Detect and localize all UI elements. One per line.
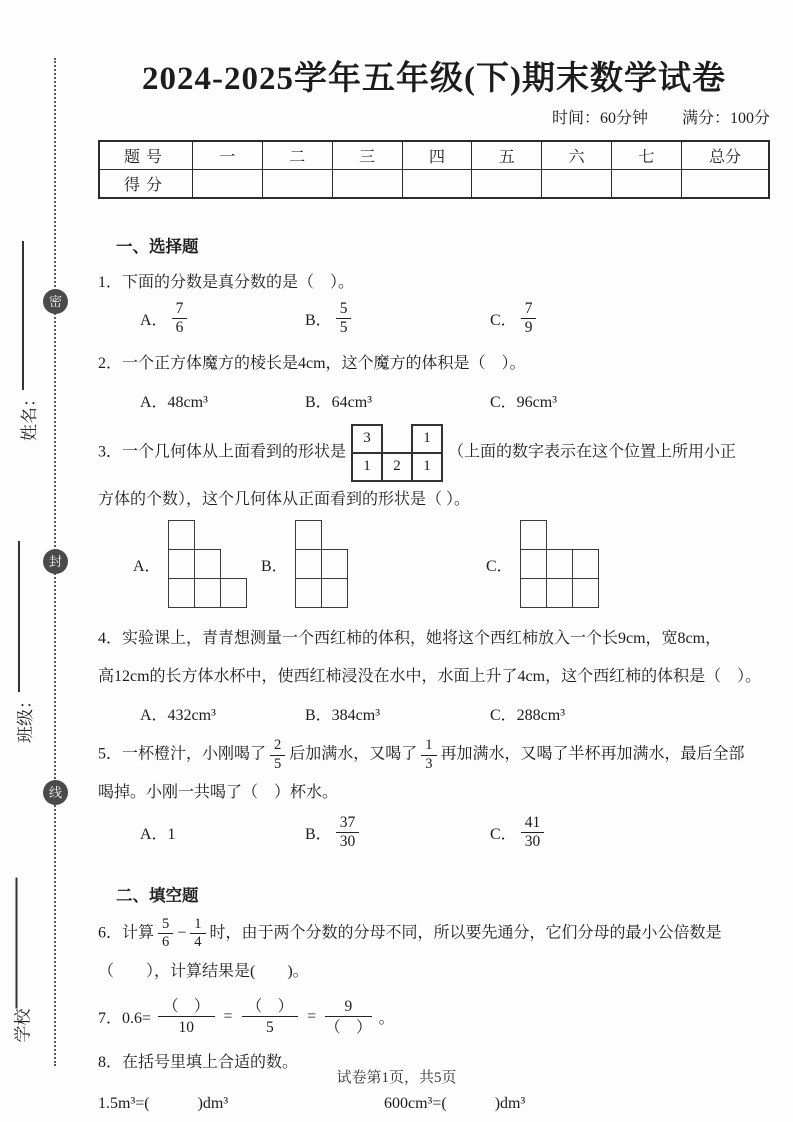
question-2-text: 2．一个正方体魔方的棱长是4cm，这个魔方的体积是（ ）。	[98, 354, 526, 372]
fraction-blank-over-10	[158, 997, 215, 1038]
question-6-seg1: 6．计算	[98, 924, 155, 942]
question-3-line1	[98, 424, 770, 482]
time-label: 时间：60分钟	[551, 110, 648, 127]
fraction-denominator: 10	[178, 1018, 195, 1036]
full-score-label: 满分：100分	[681, 110, 770, 127]
fraction-numerator: 5	[336, 300, 352, 320]
empty-score-cell	[682, 170, 770, 199]
grid-cell: 3	[352, 425, 382, 453]
fraction-denominator: （ ）	[325, 1018, 372, 1036]
score-table-score-row	[99, 170, 769, 199]
option-a: A．432cm³	[140, 707, 216, 725]
name-field	[9, 241, 45, 441]
fraction-numerator: 37	[336, 814, 360, 834]
fraction-denominator: 5	[274, 755, 282, 772]
fraction-denominator: 3	[425, 755, 433, 772]
question-8-text: 8．在括号里填上合适的数。	[98, 1054, 299, 1072]
question-7-lead: 7．0.6=	[98, 1010, 152, 1028]
fraction-9-over-blank	[325, 997, 372, 1038]
question-4-line1: 4．实验课上，青青想测量一个西红柿的体积，她将这个西红柿放入一个长9cm，宽8cm，	[98, 629, 722, 647]
front-view-shape-b	[296, 521, 348, 608]
option-b	[305, 814, 490, 852]
question-6-seg2: 时，由于两个分数的分母不同，所以要先通分，它们分母的最小公倍数是	[209, 924, 722, 942]
fraction-numerator: （ ）	[242, 997, 299, 1017]
option-c	[490, 814, 770, 852]
fraction-denominator: 5	[265, 1018, 274, 1036]
fraction-numerator: 7	[521, 300, 537, 320]
header-cell: 总分	[682, 141, 770, 170]
fraction-denominator: 6	[162, 934, 170, 951]
question-5-line2: 喝掉。小刚一共喝了（ ）杯水。	[98, 783, 339, 801]
empty-score-cell	[262, 170, 332, 199]
question-3-pre: 3．一个几何体从上面看到的形状是	[98, 443, 347, 461]
question-3-line2: 方体的个数），这个几何体从正面看到的形状是（ ）。	[98, 490, 471, 508]
shape-option-a	[133, 521, 247, 608]
empty-score-cell	[332, 170, 402, 199]
grid-cell: 1	[412, 425, 442, 453]
minus-sign: −	[177, 924, 187, 942]
question-5-options	[98, 814, 770, 852]
option-b: B．64cm³	[305, 393, 373, 411]
option-a	[140, 300, 305, 338]
school-label: 学校	[13, 1008, 32, 1043]
fraction-numerator: 1	[190, 916, 205, 934]
shape-option-c	[486, 521, 599, 608]
header-cell: 三	[332, 141, 402, 170]
question-5-seg1: 5．一杯橙汁，小刚喝了	[98, 745, 267, 763]
shape-option-b	[261, 521, 348, 608]
page-footer: 试卷第1页，共5页	[336, 1070, 457, 1086]
class-label: 班级：	[15, 692, 35, 743]
sentence-period: 。	[378, 1010, 395, 1028]
option-b-label: B．	[261, 557, 288, 575]
fraction-denominator: 4	[194, 934, 202, 951]
empty-score-cell	[193, 170, 263, 199]
header-cell: 七	[612, 141, 682, 170]
score-table	[98, 140, 770, 199]
class-blank-line	[18, 541, 20, 692]
option-c: C．288cm³	[490, 707, 566, 725]
question-3-shape-options	[98, 521, 770, 617]
grid-empty-cell	[382, 425, 412, 453]
score-label-cell: 得分	[99, 170, 193, 199]
question-5-seg3: 再加满水，又喝了半杯再加满水，最后全部	[440, 745, 745, 763]
fraction-numerator: （ ）	[158, 997, 215, 1017]
school-field	[3, 878, 39, 1043]
option-a-label: A．	[133, 557, 161, 575]
option-b	[305, 300, 490, 338]
option-c	[490, 300, 770, 338]
option-c-label: C．	[490, 312, 517, 330]
header-cell: 五	[472, 141, 542, 170]
main-content	[98, 0, 770, 1113]
header-cell: 一	[193, 141, 263, 170]
grid-cell: 1	[352, 453, 382, 481]
question-5-line1	[98, 737, 770, 773]
question-5-seg2: 后加满水，又喝了	[289, 745, 418, 763]
empty-score-cell	[402, 170, 472, 199]
fraction-numerator: 9	[325, 997, 372, 1017]
question-1-options	[98, 300, 770, 338]
front-view-shape-a	[169, 521, 247, 608]
seal-circle-feng: 封	[43, 549, 68, 574]
question-6-line1	[98, 916, 770, 952]
fraction	[521, 814, 545, 852]
question-6-line2: （ ），计算结果是( )。	[98, 962, 309, 980]
fraction-denominator: 30	[339, 833, 356, 851]
option-a: A．1	[140, 826, 176, 844]
fraction-denominator: 9	[524, 319, 533, 337]
score-table-header-row	[99, 141, 769, 170]
section-1-heading: 一、选择题	[116, 237, 199, 256]
fraction-numerator: 41	[521, 814, 545, 834]
option-a: A．48cm³	[140, 393, 208, 411]
section-2-heading: 二、填空题	[116, 885, 199, 905]
option-c-label: C．	[490, 826, 517, 844]
equals-sign: =	[223, 1007, 233, 1025]
seal-circle-xian: 线	[43, 780, 68, 805]
page-title: 2024-2025学年五年级(下)期末数学试卷	[142, 61, 726, 97]
fraction-denominator: 6	[175, 319, 184, 337]
question-8-values	[98, 1090, 770, 1113]
grid-cell: 1	[412, 453, 442, 481]
question-7	[98, 997, 770, 1038]
fraction-numerator: 1	[421, 737, 436, 755]
empty-score-cell	[542, 170, 612, 199]
question-4-options	[98, 702, 770, 725]
class-field	[5, 541, 41, 743]
school-blank-line	[15, 878, 17, 1009]
option-b-label: B．	[305, 826, 332, 844]
header-cell: 六	[542, 141, 612, 170]
option-a-label: A．	[140, 312, 168, 330]
question-1-text: 1．下面的分数是真分数的是（ ）。	[98, 274, 355, 291]
question-2-options	[98, 389, 770, 412]
fraction-denominator: 5	[339, 319, 348, 337]
fraction	[172, 300, 188, 338]
exam-meta	[98, 105, 770, 128]
header-cell: 四	[402, 141, 472, 170]
front-view-shape-c	[521, 521, 599, 608]
option-b-label: B．	[305, 312, 332, 330]
equals-sign: =	[307, 1007, 317, 1025]
seal-circle-mi: 密	[43, 289, 68, 314]
unit-conversion-item: 1.5m³=( )dm³	[98, 1095, 229, 1113]
option-c: C．96cm³	[490, 393, 558, 411]
option-c-label: C．	[486, 557, 513, 575]
fraction-blank-over-5	[242, 997, 299, 1038]
fraction-numerator: 7	[172, 300, 188, 320]
empty-score-cell	[612, 170, 682, 199]
question-3-post: （上面的数字表示在这个位置上所用小正	[448, 443, 737, 461]
option-b: B．384cm³	[305, 707, 381, 725]
top-view-grid	[351, 424, 443, 482]
fraction	[336, 300, 352, 338]
fraction	[336, 814, 360, 852]
fraction-numerator: 2	[270, 737, 285, 755]
fraction	[421, 737, 436, 773]
fraction-denominator: 30	[524, 833, 541, 851]
fraction	[270, 737, 285, 773]
header-cell: 二	[262, 141, 332, 170]
fraction-numerator: 5	[158, 916, 173, 934]
fraction	[190, 916, 205, 952]
question-4-line2: 高12cm的长方体水杯中，使西红柿浸没在水中，水面上升了4cm，这个西红柿的体积是（ ）。	[98, 668, 762, 686]
name-blank-line	[22, 241, 24, 390]
fraction	[521, 300, 537, 338]
name-label: 姓名：	[19, 390, 39, 441]
empty-score-cell	[472, 170, 542, 199]
fraction	[158, 916, 173, 952]
header-cell: 题号	[99, 141, 193, 170]
unit-conversion-item: 600cm³=( )dm³	[384, 1095, 526, 1113]
grid-cell: 2	[382, 453, 412, 481]
